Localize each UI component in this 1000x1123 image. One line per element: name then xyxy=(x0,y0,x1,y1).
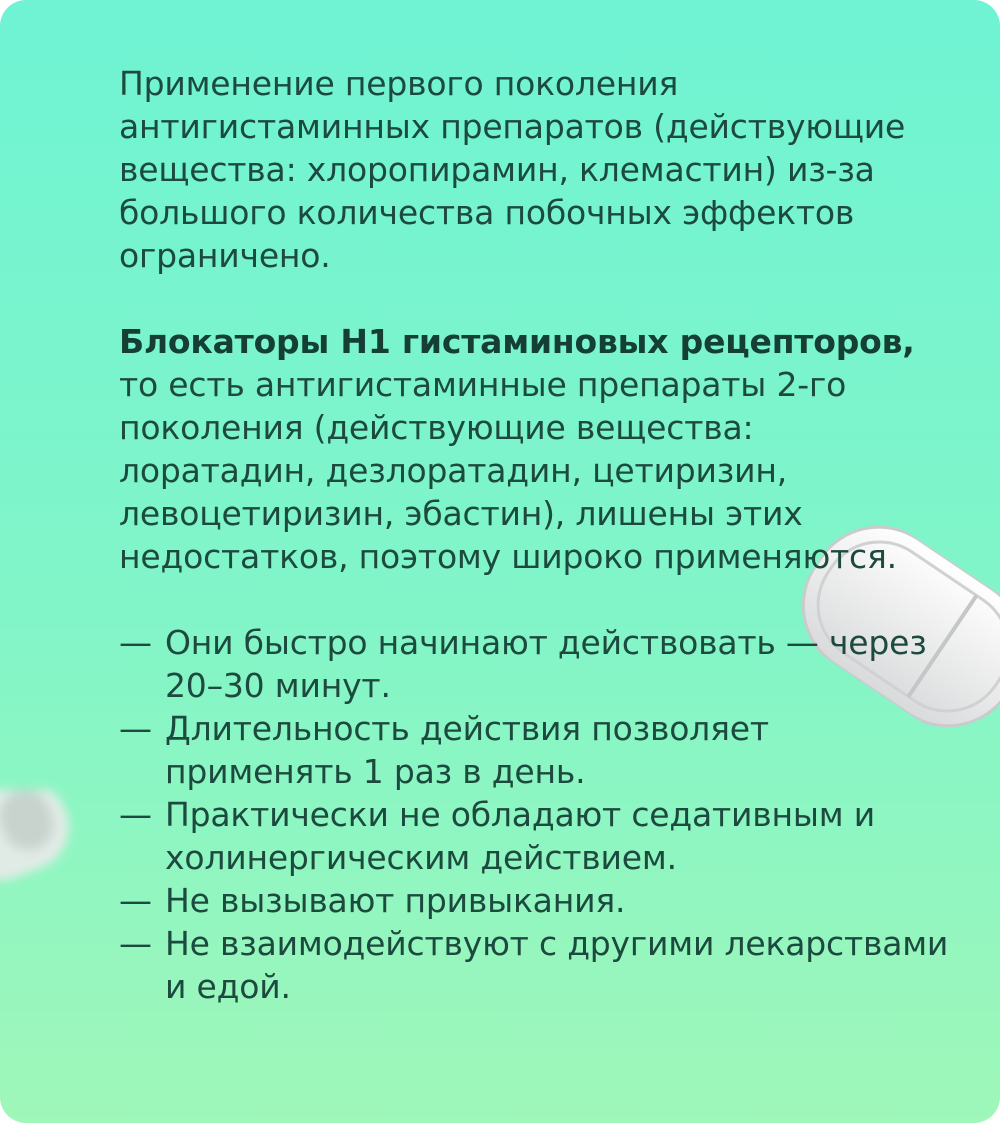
list-item-text: Они быстро начинают действовать — через 20–30 минут. xyxy=(165,623,927,705)
list-item xyxy=(119,793,949,879)
list-item xyxy=(119,922,949,1008)
list-item-text: Практически не обладают седативным и холинергическим действием. xyxy=(165,795,876,877)
list-item xyxy=(119,707,949,793)
dash-marker: — xyxy=(119,795,152,834)
list-item-text: Не взаимодействуют с другими лекарствами и едой. xyxy=(165,924,949,1006)
list-item-text: Длительность действия позволяет применять 1 раз в день. xyxy=(165,709,769,791)
dash-marker: — xyxy=(119,709,152,748)
list-item xyxy=(119,621,949,707)
article-text xyxy=(119,62,949,1008)
benefits-list xyxy=(119,621,949,1008)
dash-marker: — xyxy=(119,924,152,963)
pill-image xyxy=(0,790,70,880)
paragraph-first-generation: Применение первого поколения антигистаминных препаратов (действующие вещества: хлоропирамин, клемастин) из-за большого количества побочных эффектов ограничено. xyxy=(119,64,906,275)
paragraph-body: то есть антигистаминные препараты 2-го поколения (действующие вещества: лоратадин, дезлоратадин, цетиризин, левоцетиризин, эбастин), лишены этих недостатков, поэтому широко применяются. xyxy=(119,365,897,576)
paragraph-second-generation xyxy=(119,320,949,578)
dash-marker: — xyxy=(119,623,152,662)
highlight-term: Блокаторы H1 гистаминовых рецепторов, xyxy=(119,322,915,361)
list-item xyxy=(119,879,949,922)
list-item-text: Не вызывают привыкания. xyxy=(165,881,626,920)
dash-marker: — xyxy=(119,881,152,920)
